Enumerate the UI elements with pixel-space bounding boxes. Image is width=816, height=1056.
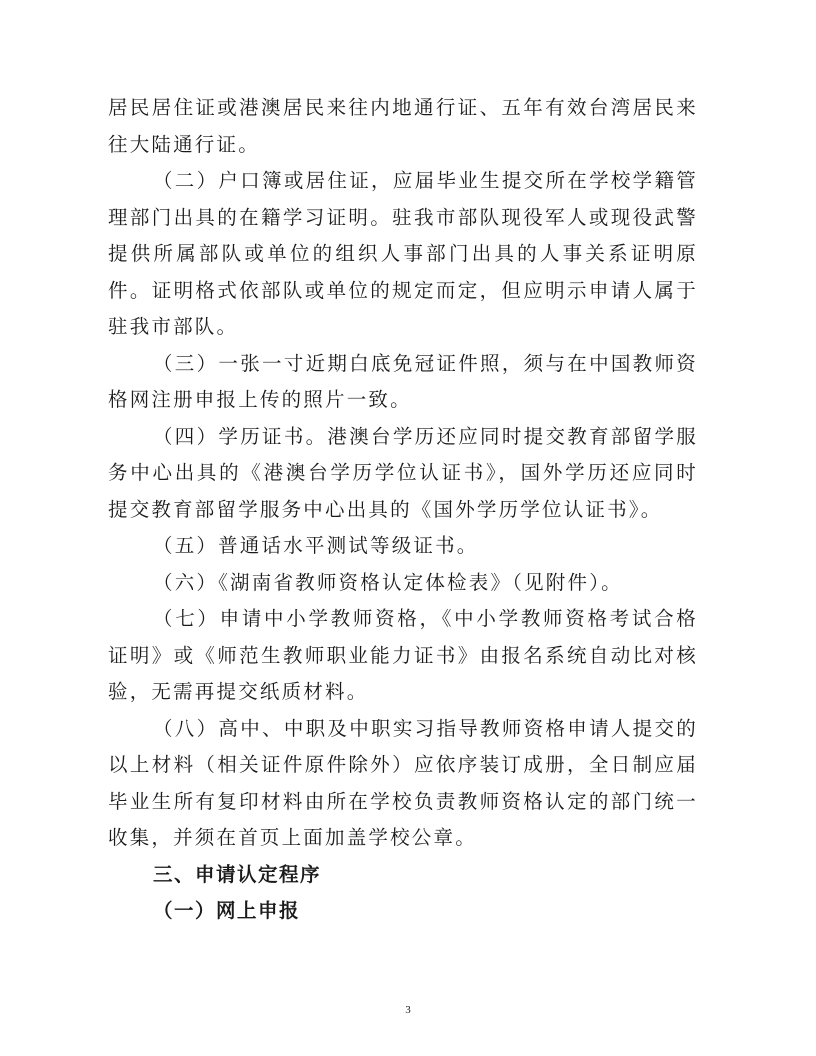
paragraph-item-4: （四）学历证书。港澳台学历还应同时提交教育部留学服务中心出具的《港澳台学历学位认证书》，国外学历还应同时提交教育部留学服务中心出具的《国外学历学位认证书》。 [108, 424, 698, 521]
paragraph-item-3: （三）一张一寸近期白底免冠证件照，须与在中国教师资格网注册申报上传的照片一致。 [108, 351, 698, 411]
paragraph-item-2: （二）户口簿或居住证，应届毕业生提交所在学校学籍管理部门出具的在籍学习证明。驻我市部队现役军人或现役武警提供所属部队或单位的组织人事部门出具的人事关系证明原件。证明格式依部队或单位的规定而定，但应明示申请人属于驻我市部队。 [108, 169, 698, 338]
paragraph-item-5: （五）普通话水平测试等级证书。 [153, 534, 479, 557]
paragraph-item-7: （七）申请中小学教师资格，《中小学教师资格考试合格证明》或《师范生教师职业能力证书》由报名系统自动比对核验，无需再提交纸质材料。 [108, 607, 698, 703]
paragraph-continuation: 居民居住证或港澳居民来往内地通行证、五年有效台湾居民来往大陆通行证。 [108, 96, 698, 156]
document-body [108, 90, 698, 930]
page-number: 3 [405, 1004, 411, 1016]
paragraph-item-8: （八）高中、中职及中职实习指导教师资格申请人提交的以上材料（相关证件原件除外）应依序装订成册，全日制应届毕业生所有复印材料由所在学校负责教师资格认定的部门统一收集，并须在首页上面加盖学校公章。 [108, 716, 698, 849]
section-heading: 三、申请认定程序 [153, 862, 322, 886]
subsection-heading: （一）网上申报 [153, 899, 301, 922]
paragraph-item-6: （六）《湖南省教师资格认定体检表》（见附件）。 [153, 570, 623, 594]
